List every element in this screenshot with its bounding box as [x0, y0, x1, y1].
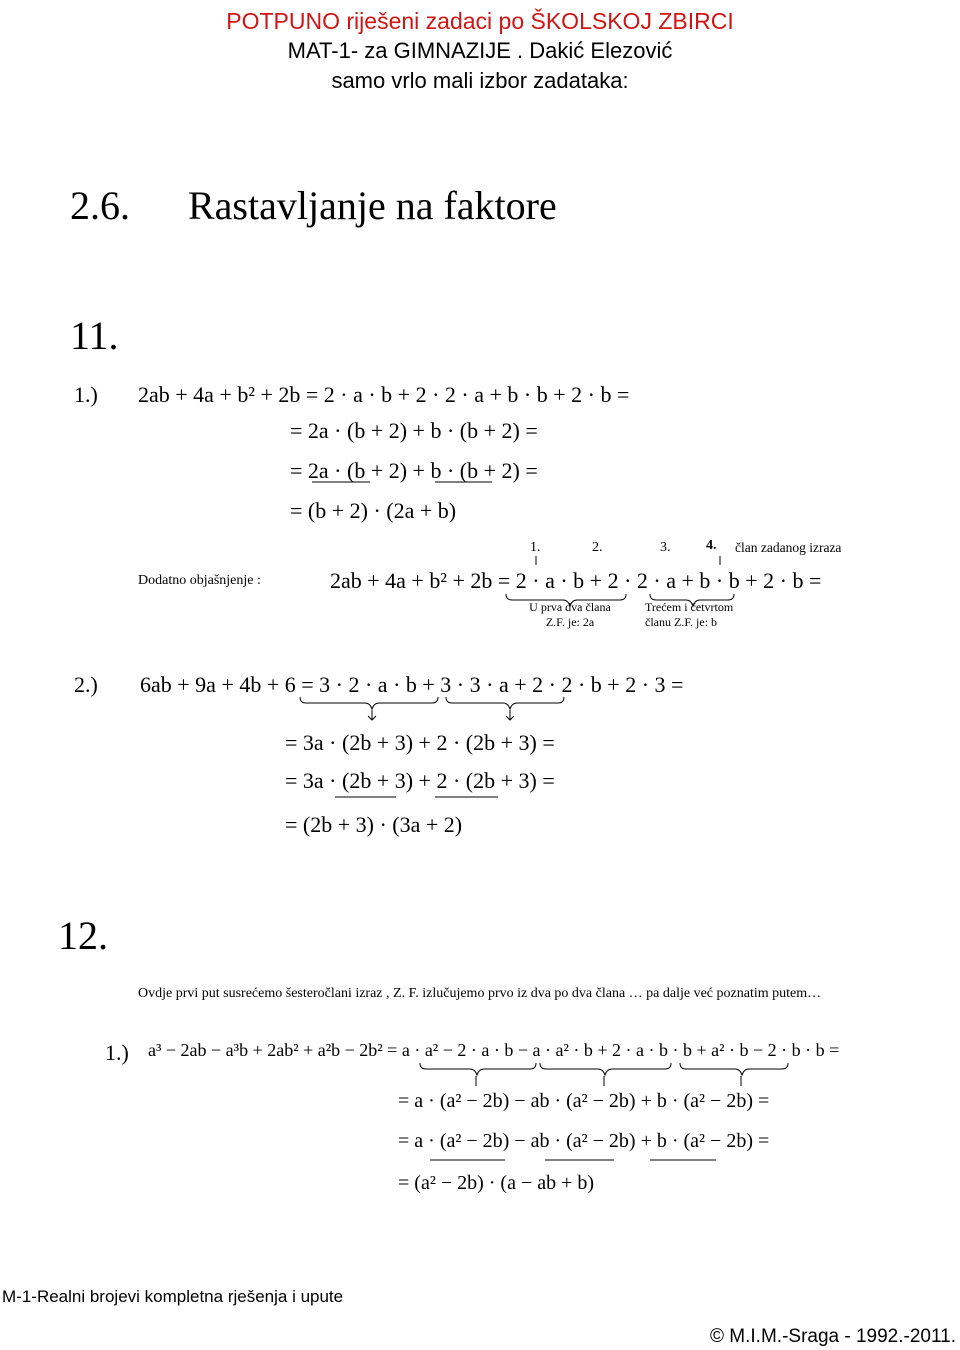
footer-copyright: © M.I.M.-Sraga - 1992.-2011.: [710, 1326, 956, 1347]
section-title: Rastavljanje na faktore: [188, 183, 557, 228]
problem-11-part2-line3: = 3a · (2b + 3) + 2 · (2b + 3) =: [285, 768, 555, 793]
problem-12-intro: Ovdje prvi put susrećemo šesteročlani izraz , Z. F. izlučujemo prvo iz dva po dva člana … pa dalje već poznatim putem…: [138, 986, 822, 1001]
underbrace-12-b: [540, 1063, 671, 1075]
note-third-fourth-terms-line2: članu Z.F. je: b: [645, 615, 718, 629]
problem-11-part2-line2: = 3a · (2b + 3) + 2 · (2b + 3) =: [285, 730, 555, 755]
explanation-expression: 2ab + 4a + b² + 2b = 2 · a · b + 2 · 2 · a + b · b + 2 · b =: [330, 568, 822, 593]
problem-11-part1-line4: = (b + 2) · (2a + b): [290, 498, 457, 523]
problem-12-part1-line4: = (a² − 2b) · (a − ab + b): [398, 1172, 595, 1194]
problem-11-part1-line1: 2ab + 4a + b² + 2b = 2 · a · b + 2 · 2 · a + b · b + 2 · b =: [138, 382, 630, 407]
underbrace-11-2-b: [446, 697, 564, 709]
problem-12-part1-label: 1.): [105, 1040, 129, 1065]
underbrace-12-c: [680, 1063, 788, 1075]
underbrace-12-a: [420, 1063, 536, 1075]
term-number-1: 1.: [530, 540, 541, 555]
problem-11-number: 11.: [70, 313, 119, 358]
term-number-2: 2.: [592, 540, 603, 555]
problem-12-number: 12.: [58, 913, 108, 958]
problem-12-part1-line3: = a · (a² − 2b) − ab · (a² − 2b) + b · (a² − 2b) =: [398, 1130, 770, 1152]
explanation-label: Dodatno objašnjenje :: [138, 573, 261, 588]
problem-11-part1-label: 1.): [74, 382, 98, 407]
document-subtitle-2: samo vrlo mali izbor zadataka:: [331, 68, 629, 93]
note-first-two-terms-line1: U prva dva člana: [529, 600, 611, 614]
problem-11-part1-line2: = 2a · (b + 2) + b · (b + 2) =: [290, 418, 538, 443]
section-heading: [70, 182, 557, 229]
problem-11-part2-label: 2.): [74, 672, 98, 697]
note-first-two-terms: [520, 600, 620, 630]
problem-12-part1-line2: = a · (a² − 2b) − ab · (a² − 2b) + b · (a² − 2b) =: [398, 1090, 770, 1112]
document-subtitle: MAT-1- za GIMNAZIJE . Dakić Elezović: [287, 38, 673, 63]
term-caption: član zadanog izraza: [735, 540, 842, 555]
document-title: POTPUNO riješeni zadaci po ŠKOLSKOJ ZBIRCI: [226, 8, 734, 34]
note-third-fourth-terms-line1: Trećem i četvrtom: [645, 600, 734, 614]
problem-11-part1-line3: = 2a · (b + 2) + b · (b + 2) =: [290, 458, 538, 483]
footer-left: M-1-Realni brojevi kompletna rješenja i upute: [2, 1287, 344, 1306]
underbrace-11-2-a: [300, 697, 438, 709]
section-number: 2.6.: [70, 183, 130, 228]
term-number-4: 4.: [706, 538, 717, 553]
note-third-fourth-terms: [645, 600, 733, 630]
arrow-11-2-a: [368, 710, 376, 720]
note-first-two-terms-line2: Z.F. je: 2a: [545, 615, 595, 629]
arrow-11-2-b: [506, 710, 514, 720]
problem-11-part2-line1: 6ab + 9a + 4b + 6 = 3 · 2 · a · b + 3 · 3 · a + 2 · 2 · b + 2 · 3 =: [140, 672, 684, 697]
problem-11-part2-line4: = (2b + 3) · (3a + 2): [285, 812, 463, 837]
term-number-3: 3.: [660, 540, 671, 555]
problem-12-part1-line1: a³ − 2ab − a³b + 2ab² + a²b − 2b² = a · a² − 2 · a · b − a · a² · b + 2 · a · b · b + a² · b − 2 · b · b =: [148, 1040, 840, 1060]
